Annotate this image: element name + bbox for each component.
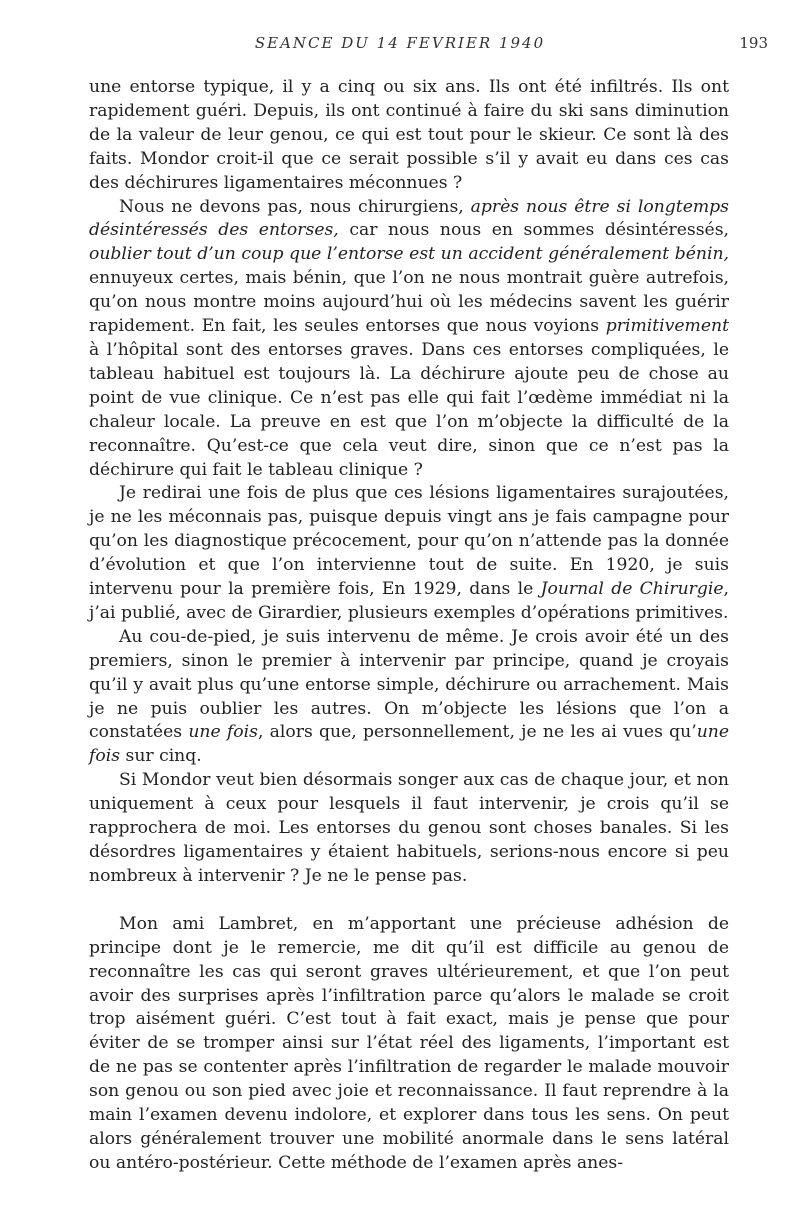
text-run: Mon ami Lambret, en m’apportant une précieuse adhésion de principe dont je le remercie, me dit qu’il est difficile au genou de reconnaître les cas qui seront graves ultérieurement, et que l’on peut avoir des surprises après l’infiltration parce qu’alors le malade se croit trop aisément guéri. C’est tout à fait exact, mais je pense que pour éviter de se tromper ainsi sur l’état réel des ligaments, l’important est de ne pas se contenter après l’infiltration de regarder le malade mouvoir son genou ou son pied avec joie et reconnaissance. Il faut reprendre à la main l’examen devenu indolore, et explorer dans tous les sens. On peut alors généralement trouver une mobilité anormale dans le sens latéral ou antéro-postérieur. Cette méthode de l’examen après anes- xyxy=(89,913,729,1173)
text-run: à l’hôpital sont des entorses graves. Dans ces entorses compliquées, le tableau habituel est toujours là. La déchirure ajoute peu de chose au point de vue clinique. Ce n’est pas elle qui fait l’œdème immédiat ni la chaleur locale. La preuve en est que l’on m’objecte la difficulté de la reconnaître. Qu’est-ce que cela veut dire, sinon que ce n’est pas la déchirure qui fait le tableau clinique ? xyxy=(89,339,729,480)
paragraph xyxy=(89,913,729,1176)
body-text xyxy=(89,76,729,1176)
italic-text-run: Journal de Chirurgie xyxy=(540,579,724,600)
page-number: 193 xyxy=(739,34,768,52)
paragraph xyxy=(89,196,729,483)
page-header xyxy=(0,34,800,58)
text-run: car nous nous en sommes désintéressés, xyxy=(338,220,729,241)
italic-text-run: après nous être si longtemps désintéressés des entorses, xyxy=(89,196,729,241)
text-run: ennuyeux certes, mais bénin, que l’on ne nous montrait guère autrefois, qu’on nous montre moins aujourd’hui où les médecins savent les guérir rapidement. En fait, les seules entorses que nous voyions xyxy=(89,268,729,337)
text-run: une entorse typique, il y a cinq ou six ans. Ils ont été infiltrés. Ils ont rapidement guéri. Depuis, ils ont continué à faire du ski sans diminution de la valeur de leur genou, ce qui est tout pour le skieur. Ce sont là des faits. Mondor croit-il que ce serait possible s’il y avait eu dans ces cas des déchirures ligamentaires méconnues ? xyxy=(89,77,729,193)
paragraph xyxy=(89,76,729,196)
running-title: SEANCE DU 14 FEVRIER 1940 xyxy=(254,34,546,52)
paragraph xyxy=(89,769,729,889)
italic-text-run: une fois xyxy=(89,722,729,767)
text-run: sur cinq. xyxy=(120,746,202,767)
italic-text-run: une fois xyxy=(188,722,258,743)
italic-text-run: oublier tout d’un coup que l’entorse est un accident généralement bénin, xyxy=(89,244,729,265)
text-run: Je redirai une fois de plus que ces lésions ligamentaires surajoutées, je ne les méconnais pas, puisque depuis vingt ans je fais campagne pour qu’on les diagnostique précocement, pour qu’on n’attende pas la donnée d’évolution et que l’on intervienne tout de suite. En 1920, je suis intervenu pour la première fois, En 1929, dans le xyxy=(89,483,729,600)
text-run: Au cou-de-pied, je suis intervenu de même. Je crois avoir été un des premiers, sinon le premier à intervenir par principe, quand je croyais qu’il y avait plus qu’une entorse simple, déchirure ou arrachement. Mais je ne puis oublier les autres. On m’objecte les lésions que l’on a constatées xyxy=(89,626,729,743)
paragraph xyxy=(89,626,729,769)
text-run: Nous ne devons pas, nous chirurgiens, xyxy=(119,196,471,217)
text-run: , alors que, personnellement, je ne les ai vues qu’ xyxy=(257,722,697,743)
paragraph xyxy=(89,482,729,625)
text-run: Si Mondor veut bien désormais songer aux cas de chaque jour, et non uniquement à ceux pour lesquels il faut intervenir, je crois qu’il se rapprochera de moi. Les entorses du genou sont choses banales. Si les désordres ligamentaires y étaient habituels, serions-nous encore si peu nombreux à intervenir ? Je ne le pense pas. xyxy=(89,770,729,886)
text-run: , j’ai publié, avec de Girardier, plusieurs exemples d’opérations primitives. xyxy=(89,579,730,623)
italic-text-run: primitivement xyxy=(605,316,729,337)
